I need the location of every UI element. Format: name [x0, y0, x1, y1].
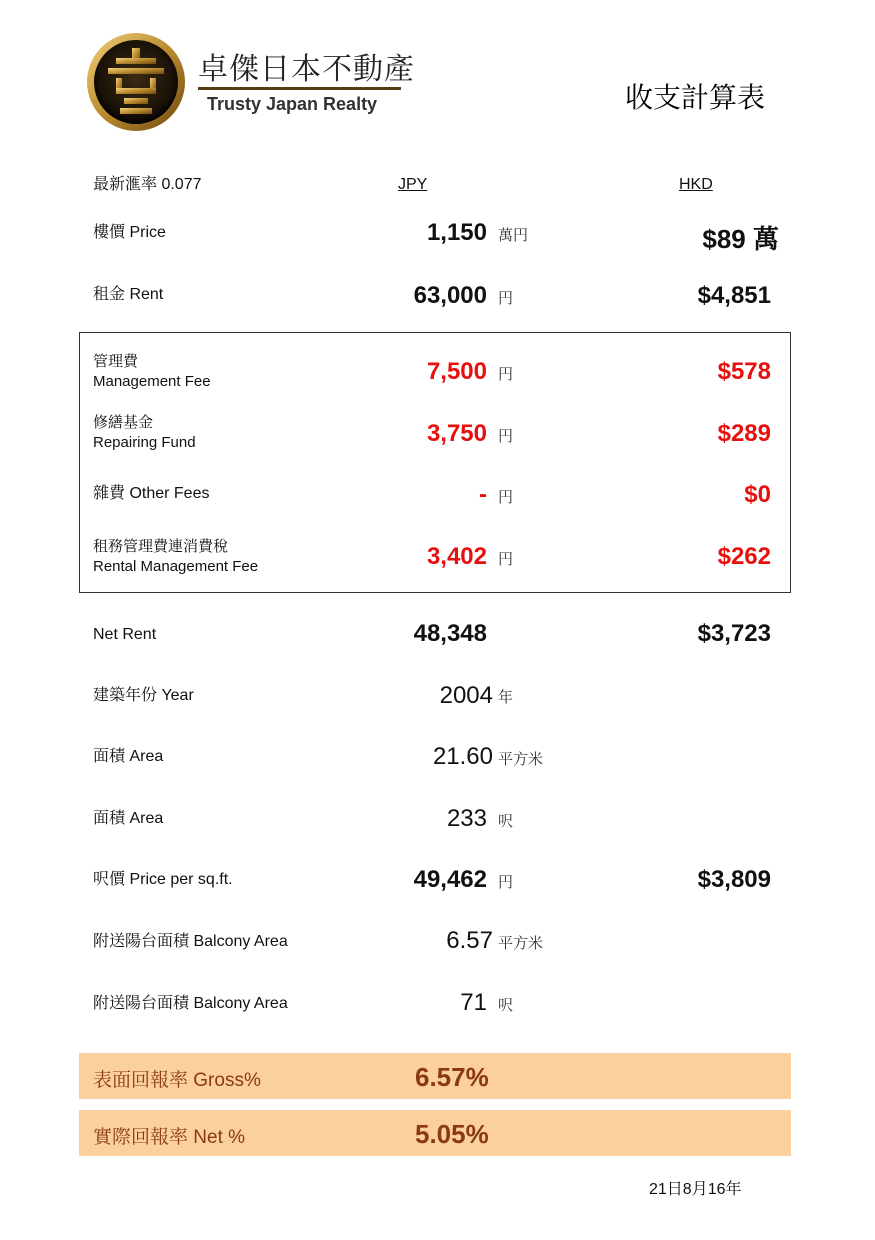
rent-jpy-unit: 円 [498, 290, 514, 307]
net-yield-value: 5.05% [415, 1119, 489, 1149]
area-sqm-label: 面積 Area [93, 748, 164, 765]
rental-management-fee-label-zh: 租務管理費連消費稅 [93, 538, 229, 555]
exchange-rate-label: 最新滙率 0.077 [93, 176, 202, 193]
rent-hkd-value: $4,851 [697, 282, 771, 309]
net-yield-label: 實際回報率 Net % [93, 1127, 246, 1148]
gross-yield-value: 6.57% [415, 1062, 489, 1092]
area-sqm-value: 21.60 [432, 743, 493, 770]
jpy-column-header: JPY [398, 176, 428, 193]
net-rent-hkd-value: $3,723 [697, 620, 771, 647]
hkd-column-header: HKD [679, 176, 713, 193]
management-fee-jpy-value: 7,500 [426, 358, 487, 385]
area-sqft-label: 面積 Area [93, 810, 164, 827]
price-hkd-value: $89 萬 [702, 224, 779, 254]
page-title: 收支計算表 [625, 81, 766, 114]
net-yield-band [79, 1110, 791, 1156]
year-label: 建築年份 Year [93, 687, 194, 704]
repairing-fund-jpy-value: 3,750 [426, 420, 487, 447]
rental-management-fee-label-en: Rental Management Fee [93, 558, 259, 575]
price-jpy-value: 1,150 [426, 219, 487, 246]
rental-management-fee-jpy-unit: 円 [498, 551, 514, 568]
area-sqm-unit: 平方米 [498, 751, 544, 768]
price-per-sqft-jpy-unit: 円 [498, 874, 514, 891]
area-sqft-unit: 呎 [498, 813, 514, 830]
balcony-sqft-unit: 呎 [498, 997, 514, 1014]
price-per-sqft-jpy-value: 49,462 [413, 866, 487, 893]
rental-management-fee-hkd-value: $262 [717, 543, 771, 570]
net-rent-label: Net Rent [93, 626, 157, 643]
repairing-fund-label-zh: 修繕基金 [93, 414, 154, 431]
balcony-sqm-label: 附送陽台面積 Balcony Area [93, 933, 288, 950]
repairing-fund-jpy-unit: 円 [498, 428, 514, 445]
rent-jpy-value: 63,000 [413, 282, 487, 309]
other-fees-hkd-value: $0 [744, 481, 771, 508]
repairing-fund-hkd-value: $289 [717, 420, 771, 447]
gross-yield-band [79, 1053, 791, 1099]
area-sqft-value: 233 [446, 805, 487, 832]
repairing-fund-label-en: Repairing Fund [93, 434, 196, 451]
rental-management-fee-jpy-value: 3,402 [426, 543, 487, 570]
management-fee-jpy-unit: 円 [498, 366, 514, 383]
price-per-sqft-label: 呎價 Price per sq.ft. [93, 871, 233, 888]
other-fees-jpy-unit: 円 [498, 489, 514, 506]
balcony-sqm-value: 6.57 [446, 927, 493, 954]
trusty-japan-realty-logo-icon [86, 30, 186, 134]
brand-name-english: Trusty Japan Realty [207, 94, 378, 114]
year-value: 2004 [439, 682, 493, 709]
price-per-sqft-hkd-value: $3,809 [697, 866, 771, 893]
price-label: 樓價 Price [93, 224, 166, 241]
gross-yield-label: 表面回報率 Gross% [93, 1070, 261, 1091]
other-fees-label: 雜費 Other Fees [93, 485, 210, 502]
balcony-sqft-label: 附送陽台面積 Balcony Area [93, 995, 288, 1012]
rent-label: 租金 Rent [93, 286, 164, 303]
brand-divider [198, 87, 401, 90]
management-fee-hkd-value: $578 [717, 358, 771, 385]
balcony-sqm-unit: 平方米 [498, 935, 544, 952]
management-fee-label-en: Management Fee [93, 373, 211, 390]
year-unit: 年 [498, 689, 514, 706]
document-date: 21日8月16年 [649, 1181, 742, 1198]
price-jpy-unit: 萬円 [498, 227, 529, 244]
net-rent-jpy-value: 48,348 [413, 620, 487, 647]
balcony-sqft-value: 71 [460, 989, 487, 1016]
management-fee-label-zh: 管理費 [93, 353, 139, 370]
other-fees-jpy-value: - [479, 481, 487, 508]
brand-name-chinese: 卓傑日本不動產 [198, 52, 415, 87]
